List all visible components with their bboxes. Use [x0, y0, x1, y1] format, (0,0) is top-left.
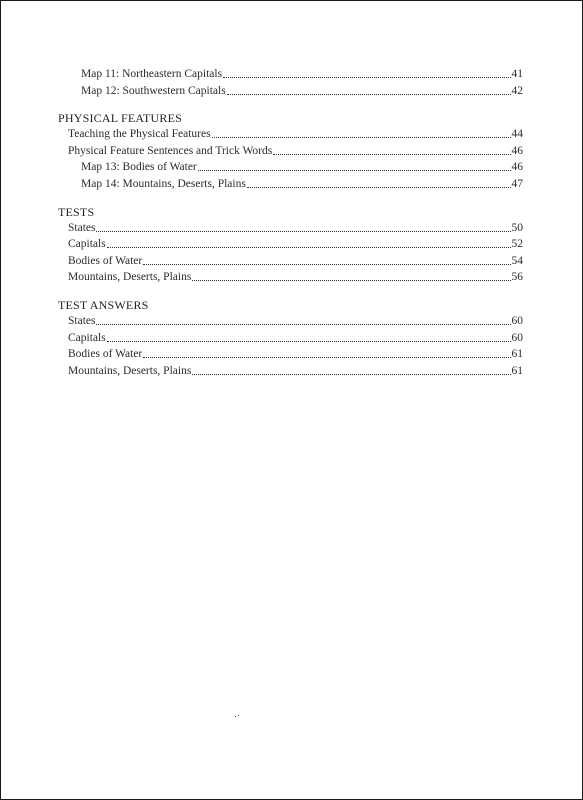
- toc-entry-label: Teaching the Physical Features: [68, 128, 211, 140]
- toc-entry-teaching-physical-features[interactable]: [68, 127, 523, 141]
- toc-entry-page: 46: [511, 161, 523, 173]
- toc-entry-page: 52: [511, 238, 523, 250]
- dot-leader: [143, 264, 510, 265]
- toc-entry-label: Mountains, Deserts, Plains: [68, 271, 192, 283]
- dot-leader: [192, 280, 510, 281]
- dot-leader: [273, 154, 510, 155]
- toc-entry-page: 44: [511, 128, 523, 140]
- toc-entry-page: 56: [511, 271, 523, 283]
- dot-leader: [96, 231, 510, 232]
- dot-leader: [198, 170, 511, 171]
- dot-leader: [227, 94, 511, 95]
- dot-leader: [212, 137, 511, 138]
- toc-entry-page: 61: [511, 365, 523, 377]
- toc-entry-map-11[interactable]: [81, 67, 523, 81]
- toc-entry-label: Physical Feature Sentences and Trick Words: [68, 145, 273, 157]
- toc-entry-label: Bodies of Water: [68, 348, 143, 360]
- toc-entry-map-12[interactable]: [81, 84, 523, 98]
- toc-entry-label: Map 14: Mountains, Deserts, Plains: [81, 178, 246, 190]
- toc-entry-map-13[interactable]: [81, 160, 523, 174]
- section-heading-physical-features: PHYSICAL FEATURES: [58, 111, 182, 125]
- toc-entry-page: 47: [511, 178, 523, 190]
- dot-leader: [223, 77, 510, 78]
- toc-entry-label: Capitals: [68, 332, 106, 344]
- toc-entry-page: 41: [511, 68, 523, 80]
- section-heading-test-answers: TEST ANSWERS: [58, 298, 149, 312]
- scan-speck: [235, 715, 239, 718]
- section-heading-tests: TESTS: [58, 205, 95, 219]
- dot-leader: [192, 374, 510, 375]
- toc-entry-label: Map 12: Southwestern Capitals: [81, 85, 226, 97]
- toc-entry-answers-mountains[interactable]: [68, 364, 523, 378]
- toc-entry-label: Mountains, Deserts, Plains: [68, 365, 192, 377]
- toc-entry-answers-capitals[interactable]: [68, 331, 523, 345]
- toc-entry-tests-capitals[interactable]: [68, 237, 523, 251]
- toc-entry-label: Map 11: Northeastern Capitals: [81, 68, 223, 80]
- toc-entry-tests-states[interactable]: [68, 221, 523, 235]
- toc-entry-label: Map 13: Bodies of Water: [81, 161, 197, 173]
- toc-entry-answers-states[interactable]: [68, 314, 523, 328]
- toc-entry-label: Capitals: [68, 238, 106, 250]
- dot-leader: [143, 357, 510, 358]
- dot-leader: [96, 324, 510, 325]
- dot-leader: [107, 247, 511, 248]
- toc-entry-tests-bodies-of-water[interactable]: [68, 254, 523, 268]
- toc-entry-tests-mountains[interactable]: [68, 270, 523, 284]
- toc-entry-label: States: [68, 315, 96, 327]
- dot-leader: [107, 341, 511, 342]
- dot-leader: [247, 187, 511, 188]
- toc-entry-page: 46: [511, 145, 523, 157]
- toc-entry-answers-bodies-of-water[interactable]: [68, 347, 523, 361]
- toc-entry-page: 42: [511, 85, 523, 97]
- toc-entry-page: 60: [511, 332, 523, 344]
- toc-entry-page: 60: [511, 315, 523, 327]
- toc-entry-page: 61: [511, 348, 523, 360]
- toc-entry-label: States: [68, 222, 96, 234]
- toc-entry-page: 54: [511, 255, 523, 267]
- toc-entry-physical-feature-sentences[interactable]: [68, 144, 523, 158]
- toc-entry-map-14[interactable]: [81, 177, 523, 191]
- toc-entry-page: 50: [511, 222, 523, 234]
- toc-entry-label: Bodies of Water: [68, 255, 143, 267]
